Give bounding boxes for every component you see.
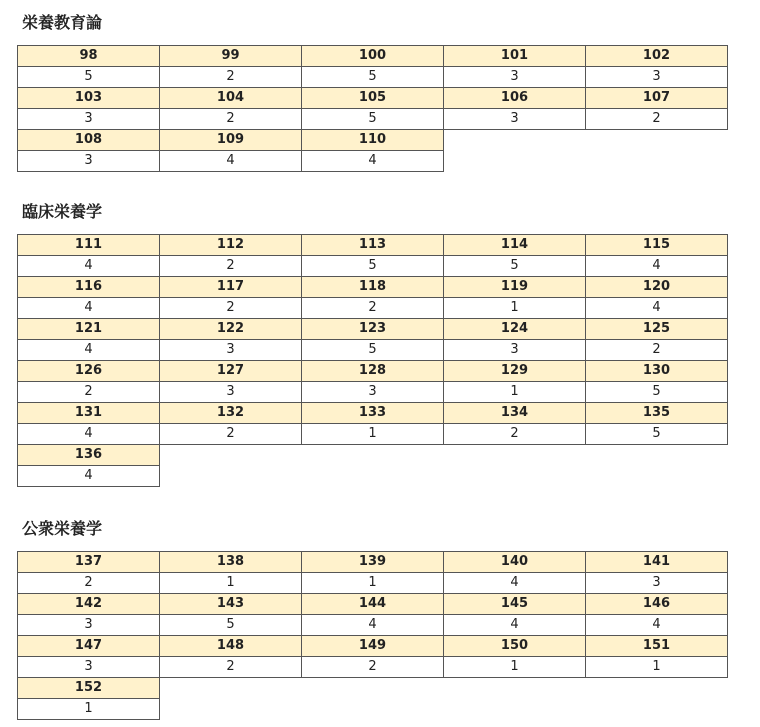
- question-number-cell: 109: [160, 130, 302, 151]
- question-number-cell: 119: [444, 277, 586, 298]
- question-number-cell: 113: [302, 235, 444, 256]
- answer-row: [18, 298, 728, 319]
- answer-cell: 2: [160, 298, 302, 319]
- answer-cell: 4: [18, 466, 160, 487]
- answer-cell: 2: [160, 256, 302, 277]
- answer-cell: 4: [586, 256, 728, 277]
- question-number-cell: 130: [586, 361, 728, 382]
- answer-cell: 3: [586, 573, 728, 594]
- question-number-cell: 116: [18, 277, 160, 298]
- question-number-cell: 143: [160, 594, 302, 615]
- answer-cell: 5: [18, 67, 160, 88]
- question-number-cell: 137: [18, 552, 160, 573]
- question-number-cell: 126: [18, 361, 160, 382]
- answer-cell: 5: [302, 340, 444, 361]
- empty-cell: [160, 466, 302, 487]
- answer-cell: 3: [302, 382, 444, 403]
- answer-table: [17, 45, 728, 172]
- question-number-cell: 145: [444, 594, 586, 615]
- question-number-cell: 122: [160, 319, 302, 340]
- answer-row: [18, 573, 728, 594]
- question-number-cell: 100: [302, 46, 444, 67]
- answer-row: [18, 615, 728, 636]
- question-number-row: [18, 46, 728, 67]
- empty-cell: [160, 445, 302, 466]
- answer-cell: 3: [160, 382, 302, 403]
- question-number-row: [18, 130, 728, 151]
- answer-cell: 1: [160, 573, 302, 594]
- question-number-cell: 121: [18, 319, 160, 340]
- question-number-cell: 150: [444, 636, 586, 657]
- empty-cell: [586, 151, 728, 172]
- empty-cell: [586, 466, 728, 487]
- question-number-cell: 110: [302, 130, 444, 151]
- answer-cell: 3: [444, 109, 586, 130]
- answer-cell: 2: [444, 424, 586, 445]
- answer-cell: 5: [302, 109, 444, 130]
- answer-cell: 2: [302, 657, 444, 678]
- answer-cell: 3: [444, 340, 586, 361]
- answer-cell: 4: [18, 424, 160, 445]
- empty-cell: [444, 466, 586, 487]
- empty-cell: [444, 151, 586, 172]
- answer-cell: 3: [18, 109, 160, 130]
- empty-cell: [586, 445, 728, 466]
- question-number-row: [18, 678, 728, 699]
- question-number-cell: 129: [444, 361, 586, 382]
- answer-cell: 2: [160, 109, 302, 130]
- answer-cell: 3: [18, 657, 160, 678]
- answer-cell: 1: [444, 657, 586, 678]
- question-number-cell: 98: [18, 46, 160, 67]
- empty-cell: [586, 130, 728, 151]
- empty-cell: [302, 466, 444, 487]
- question-number-cell: 146: [586, 594, 728, 615]
- question-number-cell: 152: [18, 678, 160, 699]
- answer-row: [18, 67, 728, 88]
- question-number-cell: 144: [302, 594, 444, 615]
- question-number-cell: 99: [160, 46, 302, 67]
- answer-row: [18, 699, 728, 720]
- answer-cell: 1: [586, 657, 728, 678]
- question-number-cell: 124: [444, 319, 586, 340]
- answer-cell: 3: [586, 67, 728, 88]
- answer-cell: 1: [18, 699, 160, 720]
- question-number-cell: 147: [18, 636, 160, 657]
- question-number-cell: 103: [18, 88, 160, 109]
- answer-cell: 2: [160, 67, 302, 88]
- empty-cell: [444, 445, 586, 466]
- answer-cell: 4: [160, 151, 302, 172]
- question-number-cell: 102: [586, 46, 728, 67]
- question-number-cell: 112: [160, 235, 302, 256]
- answer-cell: 3: [444, 67, 586, 88]
- answer-cell: 4: [18, 256, 160, 277]
- answer-cell: 5: [586, 424, 728, 445]
- answer-table: [17, 234, 728, 487]
- answer-cell: 2: [302, 298, 444, 319]
- answer-cell: 5: [160, 615, 302, 636]
- question-number-cell: 111: [18, 235, 160, 256]
- answer-row: [18, 466, 728, 487]
- question-number-row: [18, 636, 728, 657]
- empty-cell: [160, 678, 302, 699]
- answer-cell: 2: [586, 109, 728, 130]
- question-number-cell: 151: [586, 636, 728, 657]
- empty-cell: [444, 699, 586, 720]
- empty-cell: [302, 445, 444, 466]
- empty-cell: [160, 699, 302, 720]
- section-title: 臨床栄養学: [22, 202, 103, 221]
- answer-row: [18, 256, 728, 277]
- empty-cell: [302, 678, 444, 699]
- question-number-cell: 107: [586, 88, 728, 109]
- question-number-row: [18, 319, 728, 340]
- empty-cell: [586, 699, 728, 720]
- question-number-row: [18, 361, 728, 382]
- answer-cell: 4: [586, 298, 728, 319]
- question-number-cell: 108: [18, 130, 160, 151]
- question-number-cell: 117: [160, 277, 302, 298]
- answer-cell: 3: [18, 151, 160, 172]
- question-number-row: [18, 552, 728, 573]
- answer-row: [18, 340, 728, 361]
- question-number-cell: 139: [302, 552, 444, 573]
- question-number-cell: 148: [160, 636, 302, 657]
- question-number-cell: 120: [586, 277, 728, 298]
- empty-cell: [444, 678, 586, 699]
- question-number-cell: 131: [18, 403, 160, 424]
- answer-cell: 2: [18, 573, 160, 594]
- answer-cell: 2: [160, 657, 302, 678]
- answer-cell: 4: [586, 615, 728, 636]
- question-number-cell: 101: [444, 46, 586, 67]
- question-number-cell: 125: [586, 319, 728, 340]
- answer-row: [18, 151, 728, 172]
- question-number-cell: 114: [444, 235, 586, 256]
- question-number-row: [18, 403, 728, 424]
- answer-cell: 1: [302, 424, 444, 445]
- empty-cell: [302, 699, 444, 720]
- answer-row: [18, 657, 728, 678]
- question-number-row: [18, 277, 728, 298]
- answer-cell: 4: [18, 298, 160, 319]
- answer-row: [18, 382, 728, 403]
- answer-cell: 4: [444, 573, 586, 594]
- answer-cell: 5: [302, 256, 444, 277]
- question-number-row: [18, 594, 728, 615]
- section-title: 栄養教育論: [22, 13, 103, 32]
- answer-cell: 1: [302, 573, 444, 594]
- question-number-cell: 105: [302, 88, 444, 109]
- question-number-row: [18, 235, 728, 256]
- question-number-cell: 123: [302, 319, 444, 340]
- answer-cell: 3: [160, 340, 302, 361]
- question-number-cell: 141: [586, 552, 728, 573]
- answer-cell: 5: [586, 382, 728, 403]
- answer-cell: 3: [18, 615, 160, 636]
- answer-row: [18, 109, 728, 130]
- question-number-cell: 140: [444, 552, 586, 573]
- answer-table: [17, 551, 728, 720]
- question-number-cell: 133: [302, 403, 444, 424]
- answer-cell: 5: [302, 67, 444, 88]
- question-number-cell: 132: [160, 403, 302, 424]
- question-number-cell: 138: [160, 552, 302, 573]
- question-number-cell: 104: [160, 88, 302, 109]
- question-number-row: [18, 445, 728, 466]
- question-number-row: [18, 88, 728, 109]
- answer-cell: 1: [444, 382, 586, 403]
- question-number-cell: 136: [18, 445, 160, 466]
- question-number-cell: 149: [302, 636, 444, 657]
- answer-cell: 5: [444, 256, 586, 277]
- question-number-cell: 128: [302, 361, 444, 382]
- empty-cell: [586, 678, 728, 699]
- answer-row: [18, 424, 728, 445]
- answer-cell: 4: [302, 151, 444, 172]
- answer-cell: 4: [18, 340, 160, 361]
- answer-cell: 1: [444, 298, 586, 319]
- question-number-cell: 134: [444, 403, 586, 424]
- question-number-cell: 135: [586, 403, 728, 424]
- answer-cell: 2: [586, 340, 728, 361]
- answer-cell: 4: [302, 615, 444, 636]
- question-number-cell: 118: [302, 277, 444, 298]
- question-number-cell: 127: [160, 361, 302, 382]
- answer-cell: 2: [160, 424, 302, 445]
- question-number-cell: 106: [444, 88, 586, 109]
- section-title: 公衆栄養学: [22, 519, 103, 538]
- question-number-cell: 142: [18, 594, 160, 615]
- question-number-cell: 115: [586, 235, 728, 256]
- empty-cell: [444, 130, 586, 151]
- answer-cell: 2: [18, 382, 160, 403]
- answer-cell: 4: [444, 615, 586, 636]
